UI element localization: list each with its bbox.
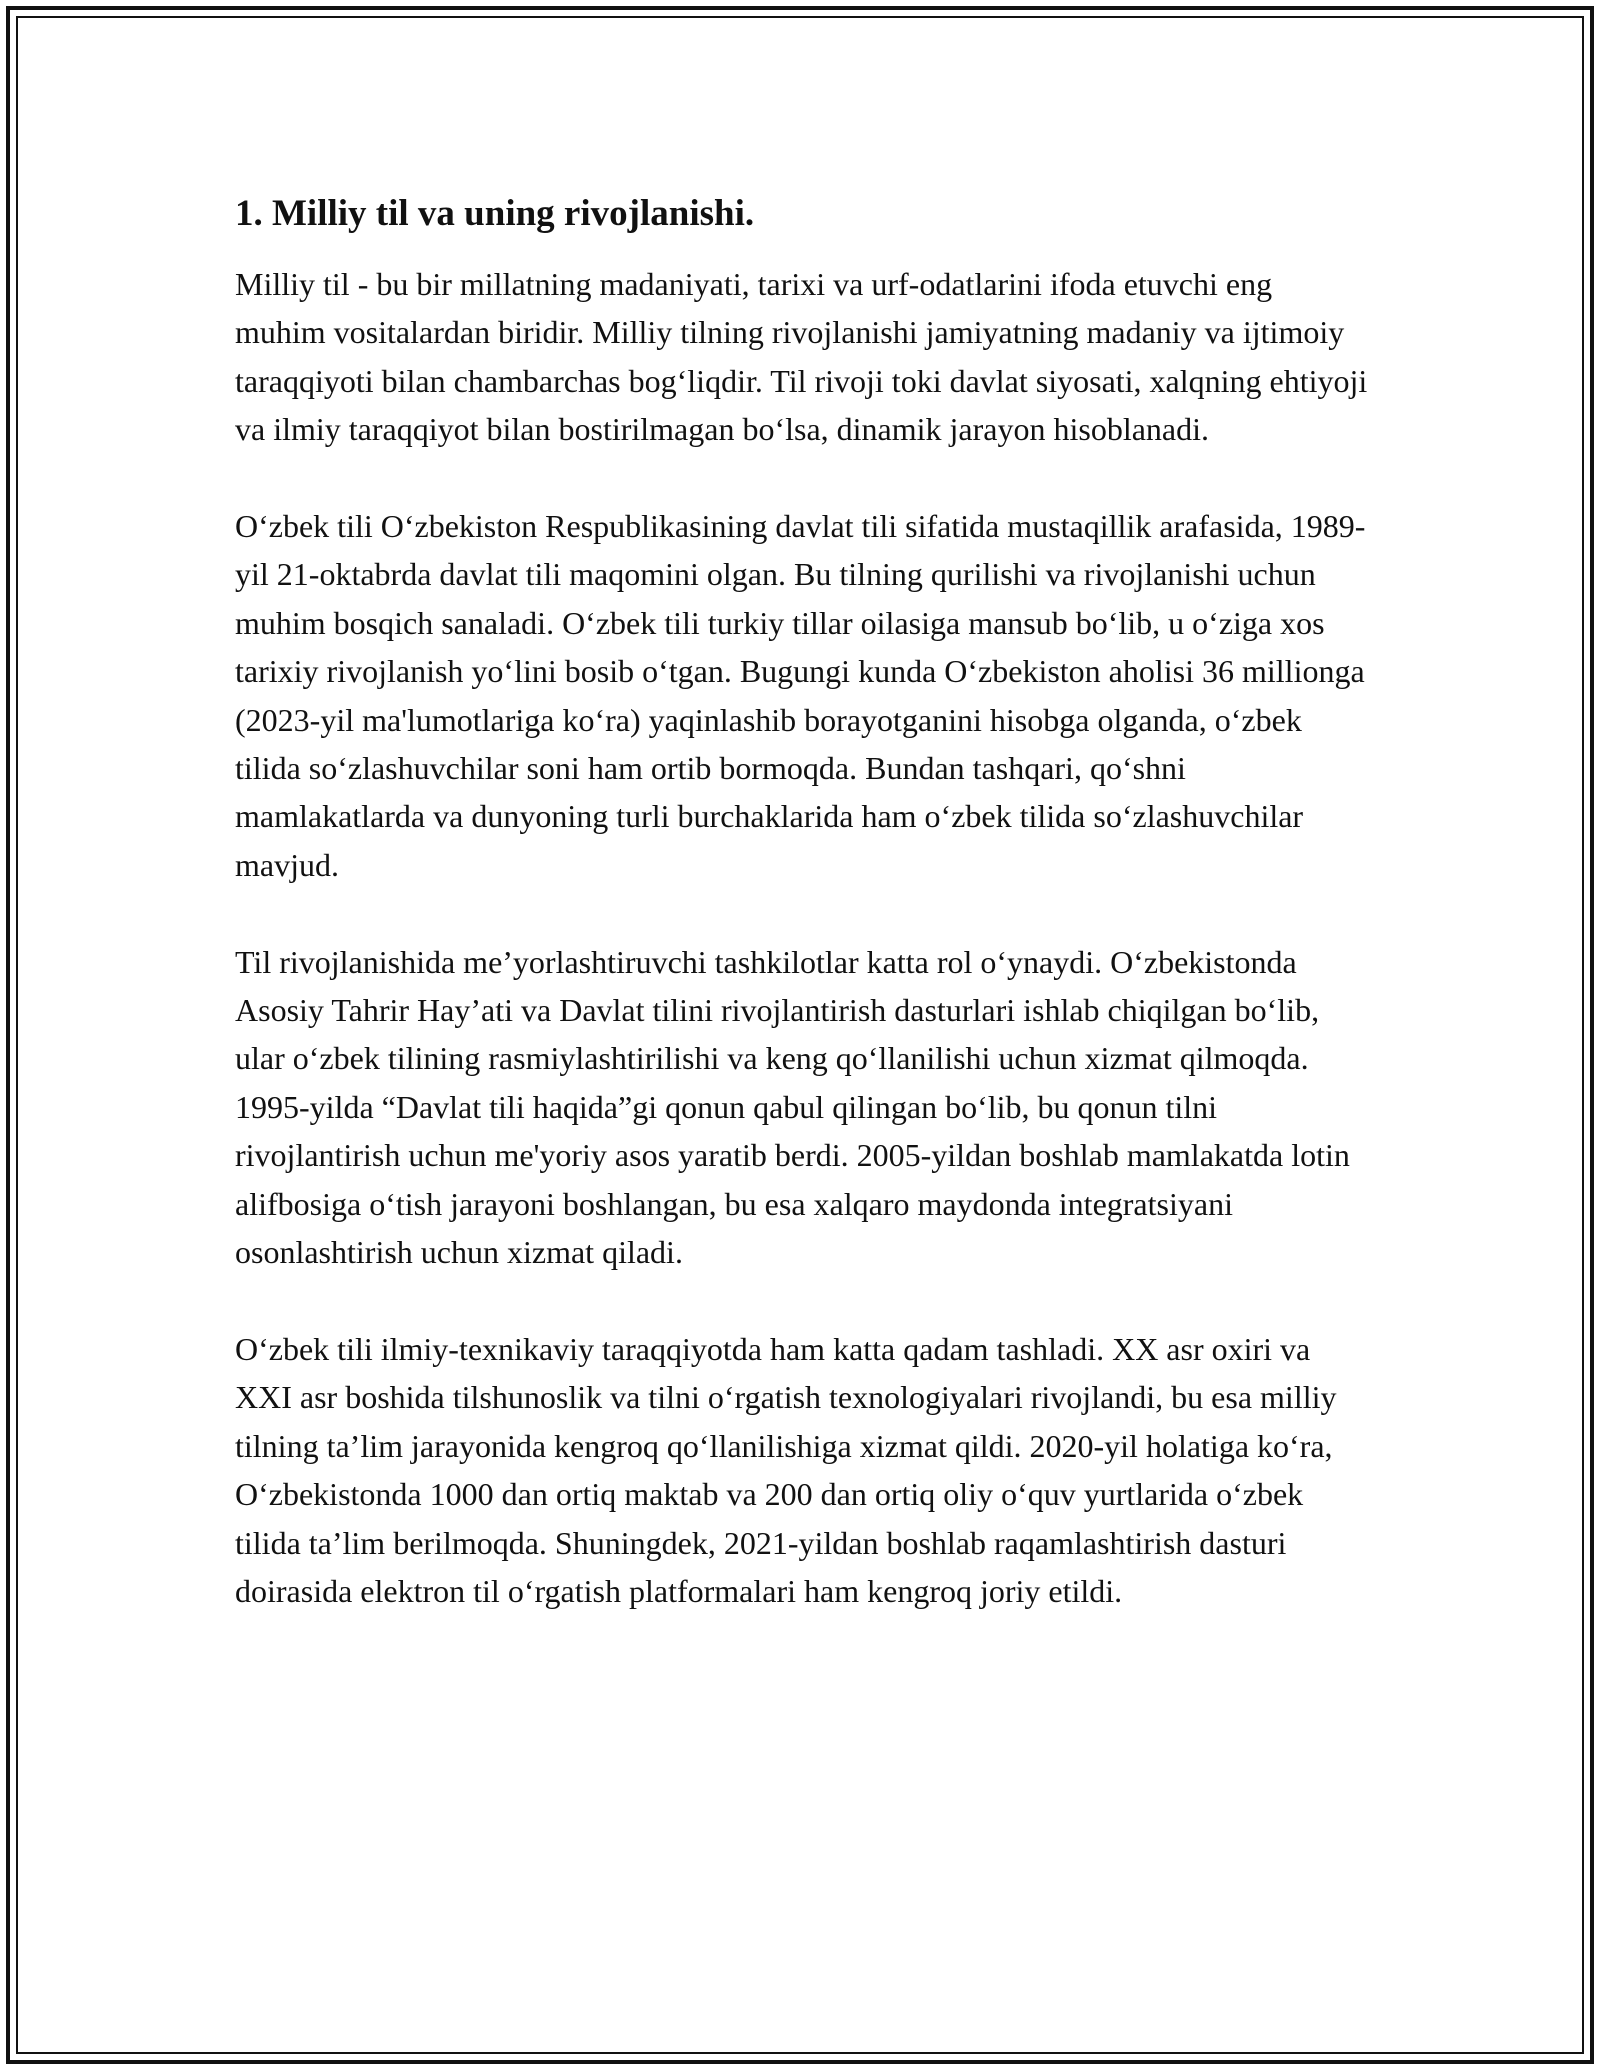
paragraph-4: O‘zbek tili ilmiy-texnikaviy taraqqiyotda ham katta qadam tashladi. XX asr oxiri va XXI asr boshida tilshunoslik va tilni o‘rgatish texnologiyalari rivojlandi, bu esa milliy tilning ta’lim jarayonida kengroq qo‘llanilishiga xizmat qildi. 2020-yil holatiga ko‘ra, O‘zbekistonda 1000 dan ortiq maktab va 200 dan ortiq oliy o‘quv yurtlarida o‘zbek tilida ta’lim berilmoqda. Shuningdek, 2021-yildan boshlab raqamlashtirish dasturi doirasida elektron til o‘rgatish platformalari ham kengroq joriy etildi. bbox=[235, 1330, 1337, 1609]
paragraph-2: O‘zbek tili O‘zbekiston Respublikasining davlat tili sifatida mustaqillik arafasida, 1989-yil 21-oktabrda davlat tili maqomini olgan. Bu tilning qurilishi va rivojlanishi uchun muhim bosqich sanaladi. O‘zbek tili turkiy tillar oilasiga mansub bo‘lib, u o‘ziga xos tarixiy rivojlanish yo‘lini bosib o‘tgan. Bugungi kunda O‘zbekiston aholisi 36 millionga (2023-yil ma'lumotlariga ko‘ra) yaqinlashib borayotganini hisobga olganda, o‘zbek tilida so‘zlashuvchilar soni ham ortib bormoqda. Bundan tashqari, qo‘shni mamlakatlarda va dunyoning turli burchaklarida ham o‘zbek tilida so‘zlashuvchilar mavjud. bbox=[235, 508, 1366, 883]
paragraph-3: Til rivojlanishida me’yorlashtiruvchi tashkilotlar katta rol o‘ynaydi. O‘zbekistonda Asosiy Tahrir Hay’ati va Davlat tilini rivojlantirish dasturlari ishlab chiqilgan bo‘lib, ular o‘zbek tilining rasmiylashtirilishi va keng qo‘llanilishi uchun xizmat qilmoqda. 1995-yilda “Davlat tili haqida”gi qonun qabul qilingan bo‘lib, bu qonun tilni rivojlantirish uchun me'yoriy asos yaratib berdi. 2005-yildan boshlab mamlakatda lotin alifbosiga o‘tish jarayoni boshlangan, bu esa xalqaro maydonda integratsiyani osonlashtirish uchun xizmat qiladi. bbox=[235, 943, 1350, 1271]
paragraph-1: Milliy til - bu bir millatning madaniyati, tarixi va urf-odatlarini ifoda etuvchi eng muhim vositalardan biridir. Milliy tilning rivojlanishi jamiyatning madaniy va ijtimoiy taraqqiyoti bilan chambarchas bog‘liqdir. Til rivoji toki davlat siyosati, xalqning ehtiyoji va ilmiy taraqqiyot bilan bostirilmagan bo‘lsa, dinamik jarayon hisoblanadi. bbox=[235, 266, 1368, 448]
section-heading: 1. Milliy til va uning rivojlanishi. bbox=[235, 193, 755, 234]
document-body bbox=[235, 190, 1370, 1615]
